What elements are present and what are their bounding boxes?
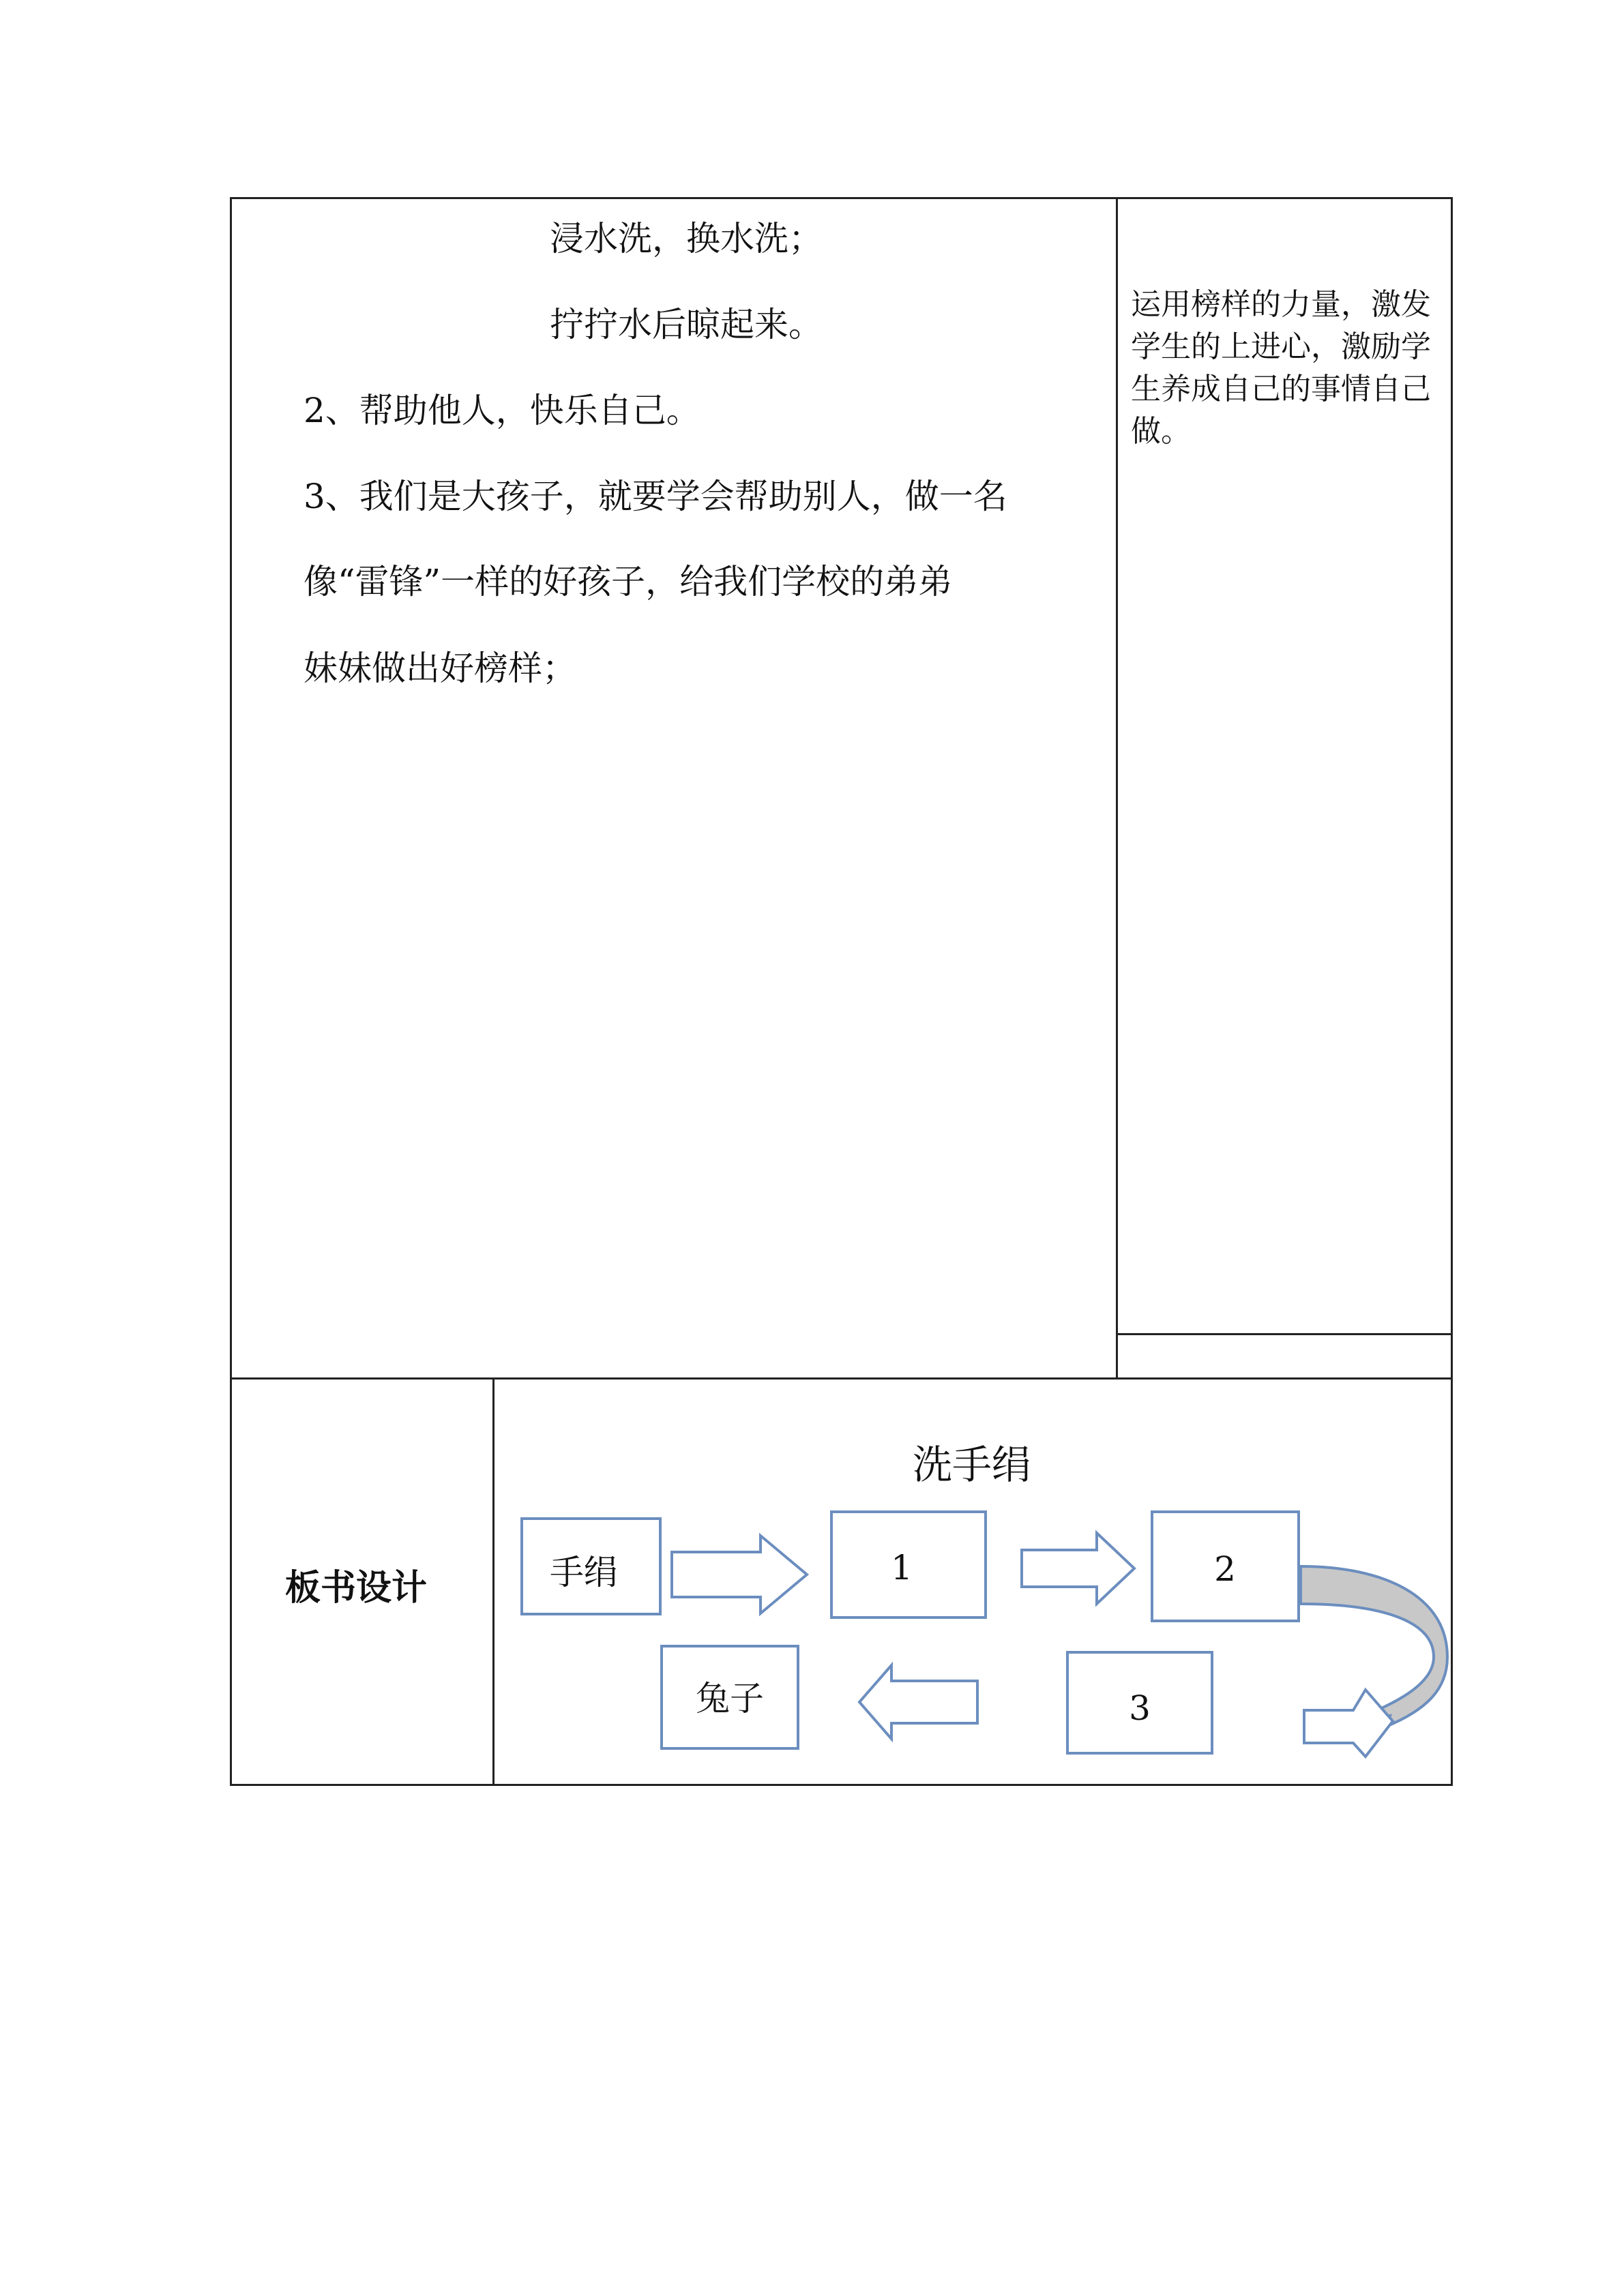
- right-arrow-icon: [1022, 1533, 1134, 1604]
- board-box-handkerchief-label: 手绢: [550, 1553, 618, 1592]
- board-box-step-1-label: 1: [891, 1548, 913, 1587]
- lesson-line-5: 像“雷锋”一样的好孩子，给我们学校的弟弟: [304, 562, 953, 601]
- right-arrow-icon: [672, 1536, 807, 1613]
- board-box-step-3-label: 3: [1129, 1688, 1151, 1728]
- board-title: 洗手绢: [912, 1442, 1032, 1488]
- lesson-line-2: 拧拧水后晾起来。: [550, 305, 823, 344]
- lesson-line-3: 2、帮助他人，快乐自己。: [304, 391, 700, 430]
- curved-arrow-icon: [1301, 1566, 1447, 1757]
- left-arrow-icon: [859, 1665, 977, 1739]
- lesson-line-1: 浸水洗，换水洗；: [550, 219, 823, 258]
- teaching-note: 运用榜样的力量，激发学生的上进心，激励学生养成自己的事情自己做。: [1131, 287, 1431, 449]
- board-box-rabbit-label: 兔子: [696, 1679, 764, 1718]
- lesson-line-4: 3、我们是大孩子，就要学会帮助别人，做一名: [304, 477, 1007, 516]
- board-design-label: 板书设计: [285, 1568, 428, 1609]
- board-box-step-2-label: 2: [1214, 1549, 1236, 1589]
- lesson-line-6: 妹妹做出好榜样；: [304, 648, 576, 688]
